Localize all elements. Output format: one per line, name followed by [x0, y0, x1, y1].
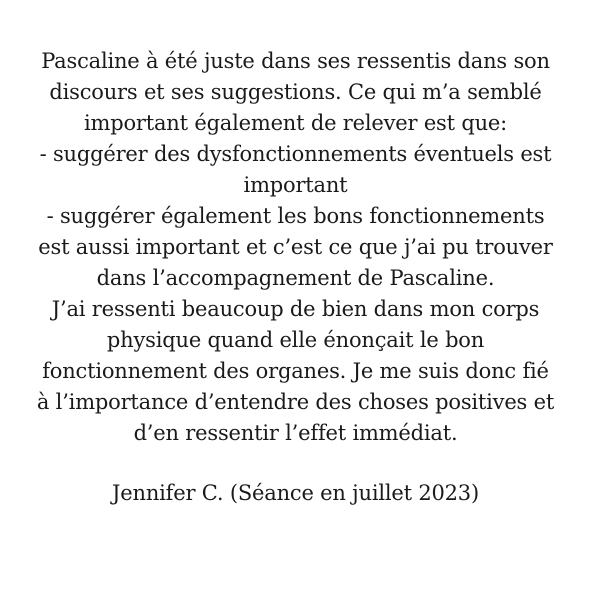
testimonial-line: important également de relever est que:: [83, 111, 508, 135]
testimonial-line: physique quand elle énonçait le bon: [106, 328, 485, 352]
testimonial-signature: Jennifer C. (Séance en juillet 2023): [112, 481, 479, 505]
testimonial-line: - suggérer des dysfonctionnements éventuels est: [39, 142, 552, 166]
testimonial-line: discours et ses suggestions. Ce qui m’a semblé: [49, 80, 542, 104]
testimonial-line: - suggérer également les bons fonctionnements: [46, 204, 545, 228]
testimonial-line: fonctionnement des organes. Je me suis donc fié: [42, 359, 549, 383]
testimonial-line: d’en ressentir l’effet immédiat.: [133, 421, 458, 445]
testimonial-line: dans l’accompagnement de Pascaline.: [96, 266, 495, 290]
testimonial-text: [16, 46, 576, 509]
testimonial-line: à l’importance d’entendre des choses positives et: [36, 390, 555, 414]
testimonial-line: important: [243, 173, 348, 197]
testimonial-line: Pascaline à été juste dans ses ressentis dans son: [41, 49, 550, 73]
testimonial-line: est aussi important et c’est ce que j’ai pu trouver: [38, 235, 553, 259]
testimonial-line: J’ai ressenti beaucoup de bien dans mon corps: [51, 297, 540, 321]
